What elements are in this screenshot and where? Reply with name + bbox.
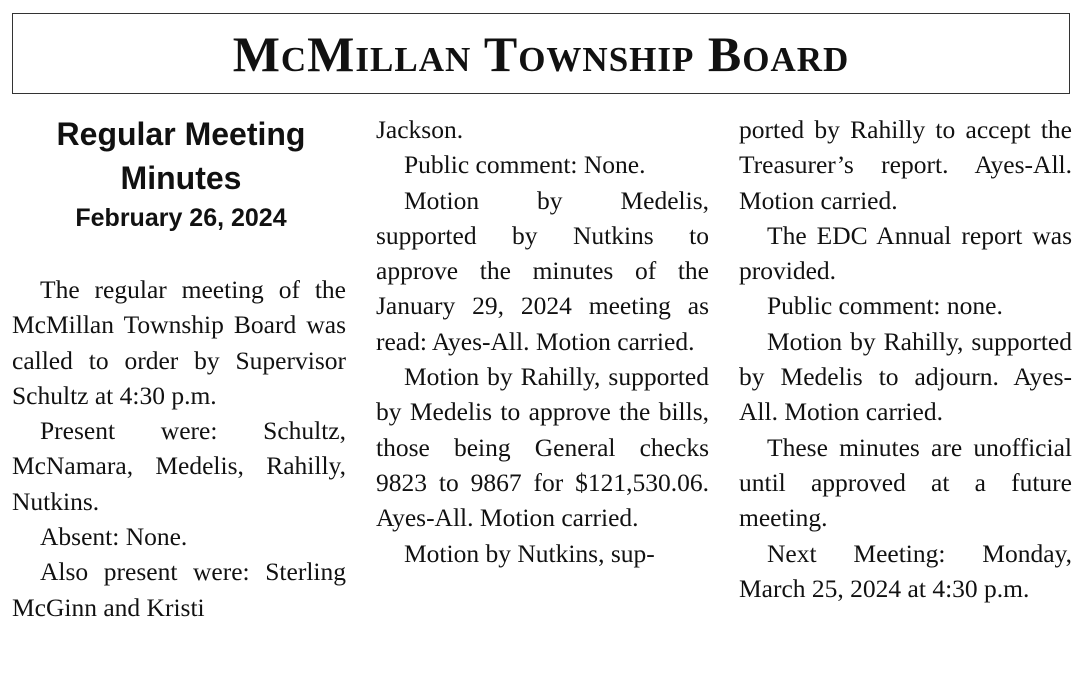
paragraph-present: Present were: Schultz, McNamara, Medelis, Rahilly, Nutkins. [12, 416, 346, 516]
column-3 [739, 112, 1072, 606]
paragraph-continuation: ported by Rahilly to accept the Treasurer’s report. Ayes-All. Motion carried. [739, 115, 1072, 215]
paragraph-motion-minutes: Motion by Medelis, supported by Nutkins to approve the minutes of the January 29, 2024 meeting as read: Ayes-All. Motion carried. [376, 185, 709, 356]
paragraph-motion-treasurer: Motion by Nutkins, sup- [404, 538, 655, 568]
paragraph-motion-adjourn: Motion by Rahilly, supported by Medelis to adjourn. Ayes-All. Motion carried. [739, 326, 1072, 427]
paragraph-absent: Absent: None. [40, 522, 188, 552]
paragraph-unofficial-note: These minutes are unofficial until approved at a future meeting. [739, 432, 1072, 533]
paragraph-next-meeting: Next Meeting: Monday, March 25, 2024 at 4:30 p.m. [739, 538, 1072, 603]
masthead-title: McMillan Township Board [232, 25, 850, 82]
paragraph-public-comment: Public comment: none. [767, 291, 1003, 321]
paragraph-continuation: Jackson. [376, 115, 464, 144]
paragraph-public-comment: Public comment: None. [404, 150, 646, 180]
paragraph-edc-report: The EDC Annual report was provided. [739, 220, 1072, 286]
masthead-banner [12, 13, 1070, 94]
column-1 [12, 112, 346, 625]
paragraph-also-present: Also present were: Sterling McGinn and Kristi [12, 557, 346, 622]
article-date: February 26, 2024 [75, 204, 287, 232]
paragraph-call-to-order: The regular meeting of the McMillan Township Board was called to order by Supervisor Schultz at 4:30 p.m. [12, 275, 346, 410]
paragraph-motion-bills: Motion by Rahilly, supported by Medelis to approve the bills, those being General checks 9823 to 9867 for $121,530.06. Ayes-All. Motion carried. [376, 362, 709, 533]
article-heading: Regular Meeting Minutes [56, 116, 306, 196]
column-2 [376, 112, 709, 571]
